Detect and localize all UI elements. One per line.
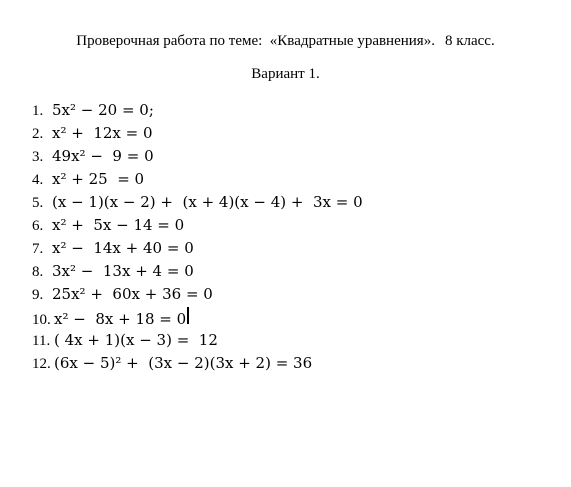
problem-1	[32, 100, 363, 123]
problem-7	[32, 238, 363, 261]
problem-number: 2.	[32, 126, 44, 142]
problem-expression: x² + 25 = 0	[52, 170, 145, 188]
problem-expression: x² + 5x − 14 = 0	[52, 216, 185, 234]
variant-label: Вариант 1.	[251, 66, 320, 82]
document-title-line	[0, 33, 571, 50]
problem-8	[32, 261, 363, 284]
problem-number: 3.	[32, 149, 44, 165]
text-cursor	[187, 307, 189, 324]
document-title: Проверочная работа по теме: «Квадратные уравнения».	[76, 33, 435, 49]
problem-expression: x² − 14x + 40 = 0	[52, 239, 194, 257]
problem-expression: x² + 12x = 0	[52, 124, 153, 142]
problem-5	[32, 192, 363, 215]
problem-number: 10.	[32, 312, 51, 328]
problem-expression: 3x² − 13x + 4 = 0	[52, 262, 194, 280]
problem-4	[32, 169, 363, 192]
problem-number: 9.	[32, 287, 44, 303]
problem-2	[32, 123, 363, 146]
problem-11	[32, 330, 363, 353]
problem-expression: ( 4x + 1)(x − 3) = 12	[54, 331, 218, 349]
problem-10	[32, 307, 363, 330]
problem-number: 7.	[32, 241, 44, 257]
problem-number: 5.	[32, 195, 44, 211]
problem-expression: x² − 8x + 18 = 0	[54, 310, 187, 328]
problem-expression: 5x² − 20 = 0;	[52, 101, 154, 119]
problem-number: 4.	[32, 172, 44, 188]
problem-number: 8.	[32, 264, 44, 280]
problem-6	[32, 215, 363, 238]
problem-expression: (x − 1)(x − 2) + (x + 4)(x − 4) + 3x = 0	[52, 193, 363, 211]
problem-expression: 49x² − 9 = 0	[52, 147, 154, 165]
problem-9	[32, 284, 363, 307]
problem-list	[32, 100, 363, 376]
problem-number: 1.	[32, 103, 44, 119]
problem-expression: (6x − 5)² + (3x − 2)(3x + 2) = 36	[54, 354, 313, 372]
problem-12	[32, 353, 363, 376]
problem-number: 11.	[32, 333, 51, 349]
grade-label: 8 класс.	[444, 33, 495, 49]
problem-3	[32, 146, 363, 169]
problem-number: 12.	[32, 356, 51, 372]
problem-number: 6.	[32, 218, 44, 234]
problem-expression: 25x² + 60x + 36 = 0	[52, 285, 213, 303]
